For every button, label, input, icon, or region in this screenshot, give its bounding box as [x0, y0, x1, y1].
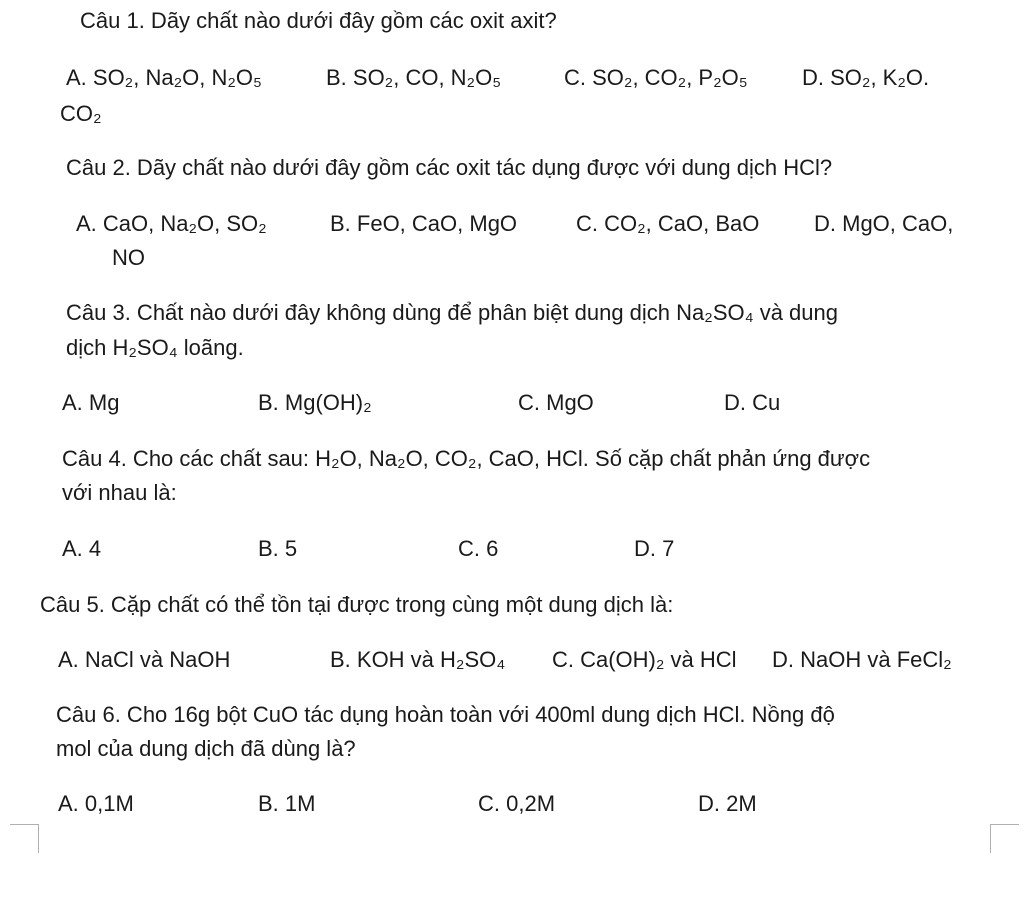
question-2-stem: Câu 2. Dãy chất nào dưới đây gồm các oxit tác dụng được với dung dịch HCl? [66, 155, 833, 180]
question-1-option-b: B. SO₂, CO, N₂O₅ [326, 65, 502, 90]
question-2-option-c: C. CO₂, CaO, BaO [576, 211, 760, 236]
question-4-option-b: B. 5 [258, 536, 298, 561]
question-4-option-c: C. 6 [458, 536, 499, 561]
question-3-option-a: A. Mg [62, 390, 120, 415]
question-6-option-a: A. 0,1M [58, 791, 134, 816]
page-corner-mark-left [10, 824, 39, 853]
question-5-option-a: A. NaCl và NaOH [58, 647, 231, 672]
question-1-option-c: C. SO₂, CO₂, P₂O₅ [564, 65, 748, 90]
question-4-option-a: A. 4 [62, 536, 102, 561]
question-6-option-d: D. 2M [698, 791, 757, 816]
question-3-stem-line-1: Câu 3. Chất nào dưới đây không dùng để phân biệt dung dịch Na₂SO₄ và dung [66, 300, 838, 325]
question-3-option-d: D. Cu [724, 390, 781, 415]
question-3-stem-line-2: dịch H₂SO₄ loãng. [66, 335, 244, 360]
question-2-option-d: D. MgO, CaO, [814, 211, 954, 236]
question-5-stem: Câu 5. Cặp chất có thể tồn tại được trong cùng một dung dịch là: [40, 592, 674, 617]
question-4-option-d: D. 7 [634, 536, 675, 561]
page-corner-mark-right [990, 824, 1019, 853]
question-1-stem: Câu 1. Dãy chất nào dưới đây gồm các oxit axit? [80, 8, 557, 33]
question-4-stem-line-1: Câu 4. Cho các chất sau: H₂O, Na₂O, CO₂, CaO, HCl. Số cặp chất phản ứng được [62, 446, 871, 471]
question-6-option-b: B. 1M [258, 791, 316, 816]
question-1-option-a: A. SO₂, Na₂O, N₂O₅ [66, 65, 262, 90]
question-5-option-d: D. NaOH và FeCl₂ [772, 647, 952, 672]
question-3-option-b: B. Mg(OH)₂ [258, 390, 372, 415]
question-6-option-c: C. 0,2M [478, 791, 556, 816]
question-5-option-b: B. KOH và H₂SO₄ [330, 647, 506, 672]
question-3-option-c: C. MgO [518, 390, 594, 415]
question-2-option-a: A. CaO, Na₂O, SO₂ [76, 211, 267, 236]
question-1-option-d: D. SO₂, K₂O. [802, 65, 930, 90]
question-1-option-d-continued: CO₂ [60, 101, 102, 126]
question-6-stem-line-1: Câu 6. Cho 16g bột CuO tác dụng hoàn toàn với 400ml dung dịch HCl. Nồng độ [56, 702, 835, 727]
question-2-option-d-continued: NO [112, 245, 145, 270]
question-2-option-b: B. FeO, CaO, MgO [330, 211, 518, 236]
question-4-stem-line-2: với nhau là: [62, 480, 177, 505]
question-5-option-c: C. Ca(OH)₂ và HCl [552, 647, 737, 672]
question-6-stem-line-2: mol của dung dịch đã dùng là? [56, 736, 356, 761]
